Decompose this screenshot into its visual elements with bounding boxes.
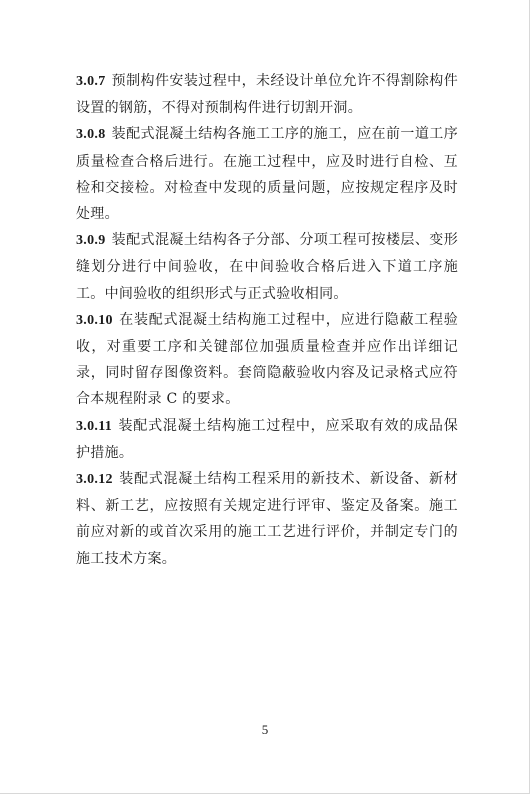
- clause-number: 3.0.12: [76, 472, 113, 488]
- clause-number: 3.0.7: [76, 74, 106, 89]
- clause-3-0-12: [76, 466, 458, 572]
- clause-number: 3.0.9: [76, 233, 106, 249]
- clause-number: 3.0.11: [76, 418, 113, 434]
- clause-text: 装配式混凝土结构各施工工序的施工，应在前一道工序质量检查合格后进行。在施工过程中，应及时进行自检、互检和交接检。对检查中发现的质量问题，应按规定程序及时处理。: [76, 126, 458, 223]
- clause-text: 装配式混凝土结构施工过程中，应采取有效的成品保护措施。: [76, 417, 458, 461]
- clause-3-0-7: [76, 68, 458, 121]
- clause-3-0-10: [76, 307, 458, 413]
- clause-text: 装配式混凝土结构工程采用的新技术、新设备、新材料、新工艺，应按照有关规定进行评审、鉴定及备案。施工前应对新的或首次采用的施工工艺进行评价，并制定专门的施工技术方案。: [76, 471, 458, 567]
- clause-text: 预制构件安装过程中，未经设计单位允许不得割除构件设置的钢筋，不得对预制构件进行切割开洞。: [76, 73, 458, 117]
- clause-number: 3.0.8: [76, 127, 106, 143]
- clause-number: 3.0.10: [76, 312, 113, 328]
- page-number: 5: [261, 722, 269, 737]
- clause-3-0-9: [76, 227, 458, 307]
- clause-text: 装配式混凝土结构各子分部、分项工程可按楼层、变形缝划分进行中间验收，在中间验收合格后进入下道工序施工。中间验收的组织形式与正式验收相同。: [76, 232, 458, 302]
- clause-3-0-11: [76, 413, 458, 466]
- clause-text: 在装配式混凝土结构施工过程中，应进行隐蔽工程验收，对重要工序和关键部位加强质量检查并应作出详细记录，同时留存图像资料。套筒隐蔽验收内容及记录格式应符合本规程附录 C 的要求。: [76, 311, 458, 408]
- clause-3-0-8: [76, 121, 458, 227]
- page-content: [76, 68, 458, 572]
